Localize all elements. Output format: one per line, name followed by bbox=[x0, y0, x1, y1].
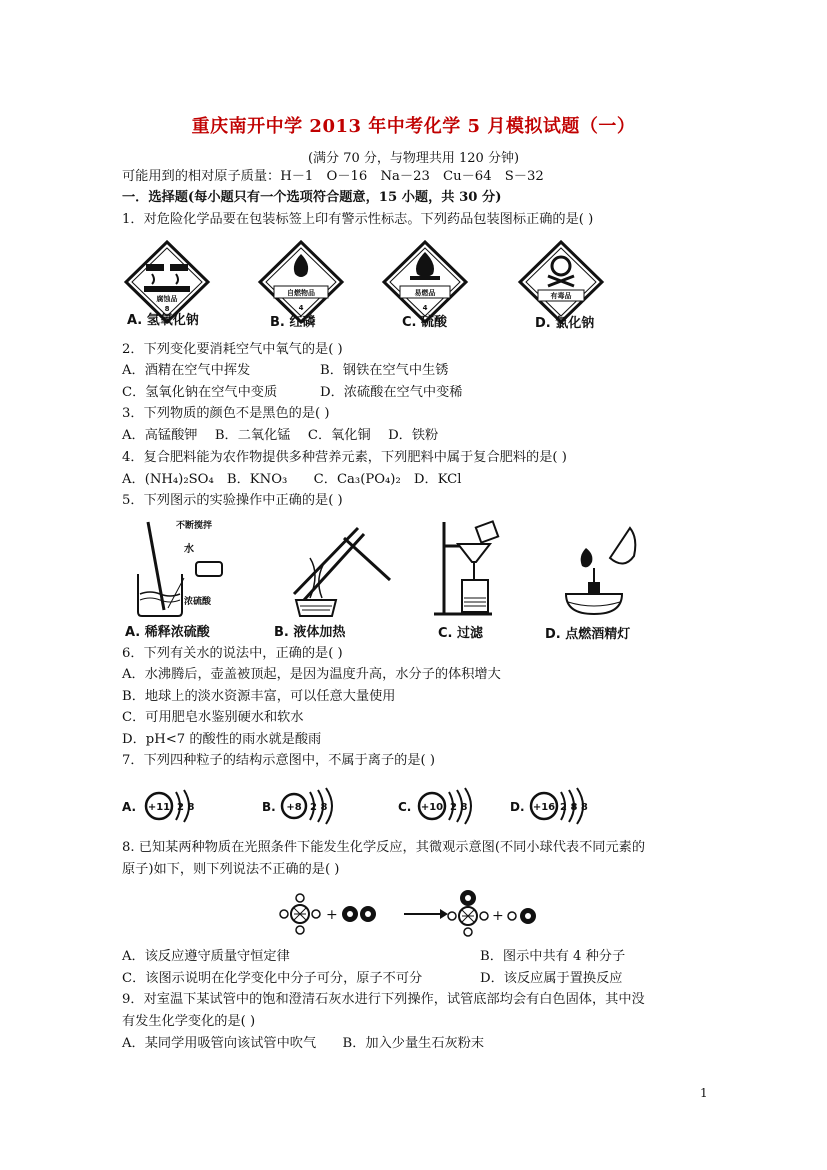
q1-caption-c: C. 硫酸 bbox=[402, 315, 448, 330]
q5-caption-b: B. 液体加热 bbox=[274, 625, 346, 640]
hazard-label-a: 腐蚀品 bbox=[156, 295, 178, 303]
reactant-molecule-2 bbox=[342, 906, 376, 922]
q6-option-c: C．可用肥皂水鉴别硬水和软水 bbox=[122, 710, 304, 725]
q2-option-b: B．钢铁在空气中生锈 bbox=[320, 363, 449, 378]
q9-options: A．某同学用吸管向该试管中吹气 B．加入少量生石灰粉末 bbox=[122, 1036, 485, 1051]
page-number: 1 bbox=[700, 1086, 708, 1100]
q2-option-c: C．氢氧化钠在空气中变质 bbox=[122, 385, 278, 400]
q8-option-b: B．图示中共有 4 种分子 bbox=[480, 949, 626, 964]
particle-a-letter: A. bbox=[122, 800, 137, 814]
particle-c bbox=[398, 788, 471, 824]
particle-c-nucleus: +10 bbox=[420, 802, 444, 813]
particle-d bbox=[510, 788, 588, 824]
q2-option-d: D．浓硫酸在空气中变稀 bbox=[320, 385, 463, 400]
q5-caption-a: A. 稀释浓硫酸 bbox=[125, 625, 210, 640]
particle-b bbox=[262, 788, 332, 824]
q6-option-b: B．地球上的淡水资源丰富，可以任意大量使用 bbox=[122, 689, 396, 704]
plus-sign-2: + bbox=[492, 908, 504, 924]
q8-stem-line2: 原子)如下，则下列说法不正确的是( ) bbox=[122, 862, 340, 877]
hazard-number-c: 4 bbox=[422, 304, 428, 312]
q5-caption-d: D. 点燃酒精灯 bbox=[545, 627, 631, 642]
toxic-icon bbox=[520, 242, 602, 322]
q6-stem: 6．下列有关水的说法中，正确的是( ) bbox=[122, 646, 343, 661]
hazard-label-d: 有毒品 bbox=[550, 292, 572, 300]
dilution-illustration bbox=[138, 519, 222, 616]
lab-operations-figure bbox=[124, 518, 644, 618]
hazard-label-c: 易燃品 bbox=[414, 289, 436, 297]
particle-a-shells: 2 8 bbox=[177, 802, 195, 813]
q4-options: A．(NH₄)₂SO₄ B．KNO₃ C．Ca₃(PO₄)₂ D．KCl bbox=[122, 472, 462, 487]
q5-annot-stir: 不断搅拌 bbox=[176, 521, 213, 531]
liquid-heating-illustration bbox=[294, 528, 390, 616]
particle-c-letter: C. bbox=[398, 800, 412, 814]
flammable-icon bbox=[384, 242, 466, 322]
reaction-arrow bbox=[404, 909, 448, 919]
q6-option-a: A．水沸腾后，壶盖被顶起，是因为温度升高，水分子的体积增大 bbox=[122, 667, 501, 682]
section-heading: 一．选择题(每小题只有一个选项符合题意，15 小题，共 30 分) bbox=[122, 190, 502, 205]
q1-caption-a: A. 氢氧化钠 bbox=[127, 313, 199, 328]
q5-annot-water: 水 bbox=[184, 544, 194, 555]
reaction-micro-diagram bbox=[276, 886, 556, 942]
q5-stem: 5．下列图示的实验操作中正确的是( ) bbox=[122, 493, 343, 508]
q1-stem: 1．对危险化学品要在包装标签上印有警示性标志。下列药品包装图标正确的是( ) bbox=[122, 212, 594, 227]
q3-stem: 3．下列物质的颜色不是黑色的是( ) bbox=[122, 406, 330, 421]
particle-a bbox=[122, 790, 194, 822]
atomic-masses: 可能用到的相对原子质量：H－1 O－16 Na－23 Cu－64 S－32 bbox=[122, 169, 544, 184]
hazard-label-b: 自燃物品 bbox=[287, 289, 315, 297]
q5-caption-c: C. 过滤 bbox=[438, 626, 484, 641]
q7-stem: 7．下列四种粒子的结构示意图中，不属于离子的是( ) bbox=[122, 753, 435, 768]
q1-caption-d: D. 氯化钠 bbox=[535, 316, 595, 331]
hazard-number-b: 4 bbox=[298, 304, 304, 312]
particle-d-nucleus: +16 bbox=[532, 802, 556, 813]
hazard-number-a: 8 bbox=[164, 305, 170, 313]
particle-diagrams-figure bbox=[122, 784, 602, 828]
particle-d-shells: 2 8 8 bbox=[560, 802, 588, 813]
page-title: 重庆南开中学 2013 年中考化学 5 月模拟试题（一） bbox=[191, 116, 636, 137]
particle-c-shells: 2 8 bbox=[450, 802, 468, 813]
particle-b-shells: 2 8 bbox=[310, 802, 328, 813]
spontaneous-combustion-icon bbox=[260, 242, 342, 322]
q2-option-a: A．酒精在空气中挥发 bbox=[122, 363, 251, 378]
q1-caption-b: B. 红磷 bbox=[270, 315, 316, 330]
q8-option-a: A．该反应遵守质量守恒定律 bbox=[122, 949, 290, 964]
q9-stem-line1: 9．对室温下某试管中的饱和澄清石灰水进行下列操作，试管底部均会有白色固体，其中没 bbox=[122, 992, 645, 1007]
page-subtitle: (满分 70 分，与物理共用 120 分钟) bbox=[307, 151, 520, 166]
q8-stem-line1: 8. 已知某两种物质在光照条件下能发生化学反应，其微观示意图(不同小球代表不同元素的 bbox=[122, 840, 646, 855]
q2-stem: 2．下列变化要消耗空气中氧气的是( ) bbox=[122, 342, 343, 357]
filtration-illustration bbox=[434, 521, 498, 614]
product-molecule-2 bbox=[508, 908, 536, 924]
reactant-molecule-1 bbox=[280, 894, 320, 934]
q6-option-d: D．pH<7 的酸性的雨水就是酸雨 bbox=[122, 732, 322, 747]
q8-option-d: D．该反应属于置换反应 bbox=[480, 971, 623, 986]
q3-options: A．高锰酸钾 B．二氧化锰 C．氧化铜 D．铁粉 bbox=[122, 428, 439, 443]
alcohol-lamp-illustration bbox=[566, 528, 635, 614]
q9-stem-line2: 有发生化学变化的是( ) bbox=[122, 1014, 256, 1029]
q8-option-c: C．该图示说明在化学变化中分子可分，原子不可分 bbox=[122, 971, 423, 986]
particle-d-letter: D. bbox=[510, 800, 525, 814]
product-molecule-1 bbox=[448, 890, 488, 936]
q5-annot-acid: 浓硫酸 bbox=[184, 597, 212, 607]
particle-b-nucleus: +8 bbox=[286, 802, 302, 813]
particle-b-letter: B. bbox=[262, 800, 276, 814]
q4-stem: 4．复合肥料能为农作物提供多种营养元素，下列肥料中属于复合肥料的是( ) bbox=[122, 450, 567, 465]
particle-a-nucleus: +11 bbox=[147, 802, 171, 813]
plus-sign: + bbox=[326, 907, 338, 923]
